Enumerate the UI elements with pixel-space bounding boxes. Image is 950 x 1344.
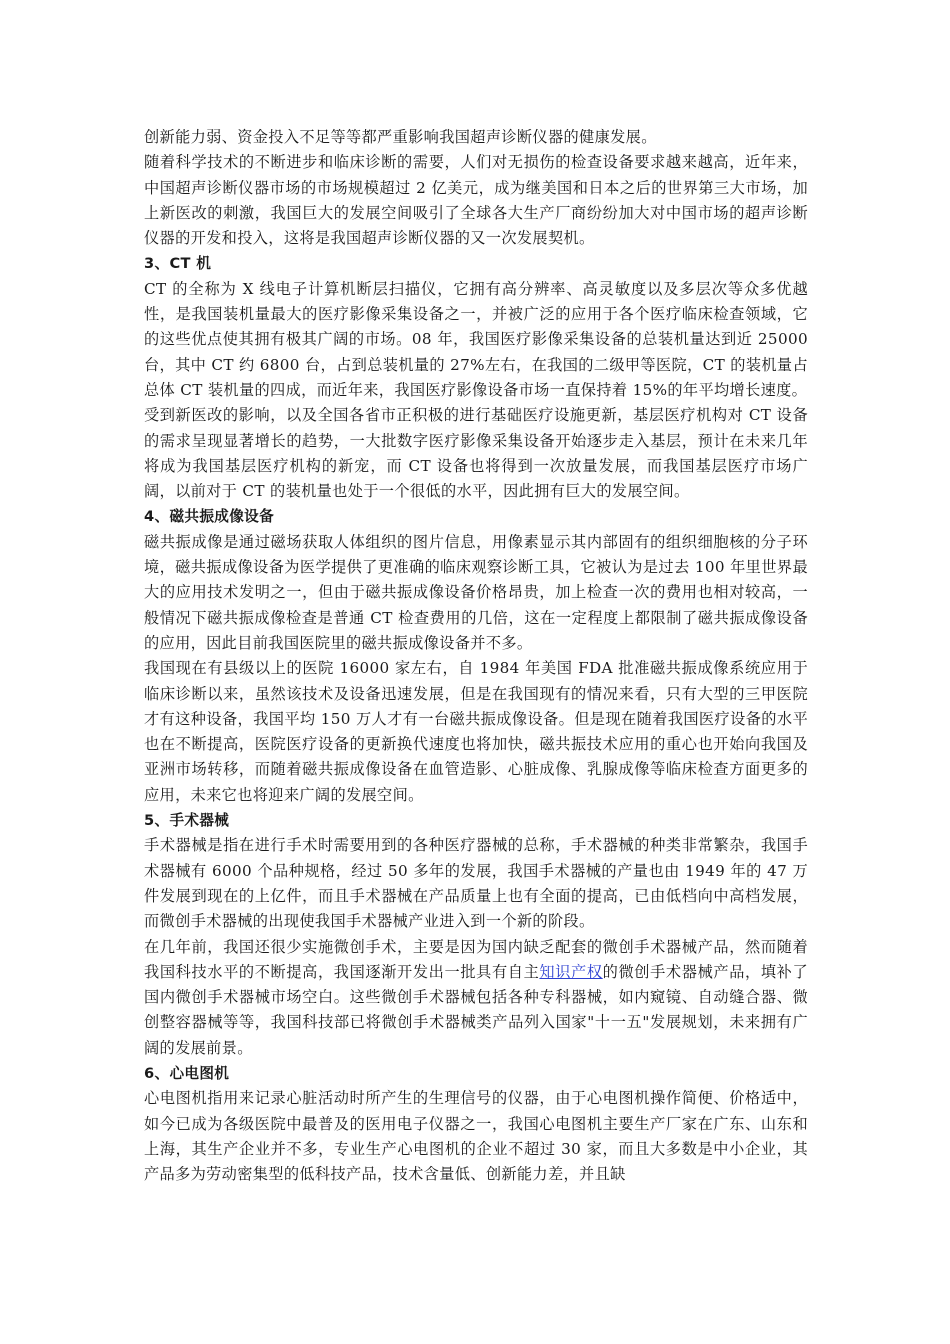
section-heading-ct: 3、CT 机 <box>144 255 212 273</box>
intellectual-property-link[interactable]: 知识产权 <box>539 962 603 981</box>
paragraph-mri-outlook: 我国现在有县级以上的医院 16000 家左右，自 1984 年美国 FDA 批准磁共振成像系统应用于临床诊断以来，虽然该技术及设备迅速发展，但是在我国现有的情况来看，只有大型的三甲医院才有这种设备，我国平均 150 万人才有一台磁共振成像设备。但是现在随着我国医疗设备的水平也在不断提高，医院医疗设备的更新换代速度也将加快，磁共振技术应用的重心也开始向我国及亚洲市场转移，而随着磁共振成像设备在血管造影、心脏成像、乳腺成像等临床检查方面更多的应用，未来它也将迎来广阔的发展空间。 <box>144 659 808 804</box>
paragraph-ecg-overview: 心电图机指用来记录心脏活动时所产生的生理信号的仪器，由于心电图机操作简便、价格适中，如今已成为各级医院中最普及的医用电子仪器之一，我国心电图机主要生产厂家在广东、山东和上海，其生产企业并不多，专业生产心电图机的企业不超过 30 家，而且大多数是中小企业，其产品多为劳动密集型的低科技产品，技术含量低、创新能力差，并且缺 <box>144 1089 808 1184</box>
paragraph-minimally-invasive-part2: 的微创手术器械产品，填补了国内微创手术器械市场空白。这些微创手术器械包括各种专科器械，如内窥镜、自动缝合器、微创整容器械等等，我国科技部已将微创手术器械类产品列入国家"十一五"发展规划，未来拥有广阔的发展前景。 <box>144 962 808 1057</box>
paragraph-surgical-overview: 手术器械是指在进行手术时需要用到的各种医疗器械的总称，手术器械的种类非常繁杂，我国手术器械有 6000 个品种规格，经过 50 多年的发展，我国手术器械的产量也由 1949 年的 47 万件发展到现在的上亿件，而且手术器械在产品质量上也有全面的提高，已由低档向中高档发展，而微创手术器械的出现使我国手术器械产业进入到一个新的阶段。 <box>144 836 808 931</box>
paragraph-minimally-invasive-part1: 在几年前，我国还很少实施微创手术，主要是因为国内缺乏配套的微创手术器械产品，然而随着我国科技水平的不断提高，我国逐渐开发出一批具有自主 <box>144 937 808 981</box>
section-heading-mri: 4、磁共振成像设备 <box>144 508 275 526</box>
paragraph-minimally-invasive <box>144 935 808 1061</box>
document-body <box>144 125 808 1187</box>
paragraph-ultrasound-market: 随着科学技术的不断进步和临床诊断的需要，人们对无损伤的检查设备要求越来越高，近年来，中国超声诊断仪器市场的市场规模超过 2 亿美元，成为继美国和日本之后的世界第三大市场，加上新医改的刺激，我国巨大的发展空间吸引了全球各大生产厂商纷纷加大对中国市场的超声诊断仪器的开发和投入，这将是我国超声诊断仪器的又一次发展契机。 <box>144 153 808 248</box>
section-heading-surgical-instruments: 5、手术器械 <box>144 812 230 830</box>
paragraph-mri-overview: 磁共振成像是通过磁场获取人体组织的图片信息，用像素显示其内部固有的组织细胞核的分子环境，磁共振成像设备为医学提供了更准确的临床观察诊断工具，它被认为是过去 100 年里世界最大的应用技术发明之一，但由于磁共振成像设备价格昂贵，加上检查一次的费用也相对较高，一般情况下磁共振成像检查是普通 CT 检查费用的几倍，这在一定程度上都限制了磁共振成像设备的应用，因此目前我国医院里的磁共振成像设备并不多。 <box>144 532 808 652</box>
section-heading-ecg: 6、心电图机 <box>144 1064 230 1082</box>
paragraph-ultrasound-intro: 创新能力弱、资金投入不足等等都严重影响我国超声诊断仪器的健康发展。 <box>144 128 657 146</box>
paragraph-ct-overview: CT 的全称为 X 线电子计算机断层扫描仪，它拥有高分辨率、高灵敏度以及多层次等众多优越性，是我国装机量最大的医疗影像采集设备之一，并被广泛的应用于各个医疗临床检查领域，它的这些优点使其拥有极其广阔的市场。08 年，我国医疗影像采集设备的总装机量达到近 25000 台，其中 CT 约 6800 台，占到总装机量的 27%左右，在我国的二级甲等医院，CT 的装机量占总体 CT 装机量的四成，而近年来，我国医疗影像设备市场一直保持着 15%的年平均增长速度。 <box>144 279 808 399</box>
paragraph-ct-outlook: 受到新医改的影响，以及全国各省市正积极的进行基础医疗设施更新，基层医疗机构对 CT 设备的需求呈现显著增长的趋势，一大批数字医疗影像采集设备开始逐步走入基层，预计在未来几年将成为我国基层医疗机构的新宠，而 CT 设备也将得到一次放量发展，而我国基层医疗市场广阔，以前对于 CT 的装机量也处于一个很低的水平，因此拥有巨大的发展空间。 <box>144 406 808 501</box>
